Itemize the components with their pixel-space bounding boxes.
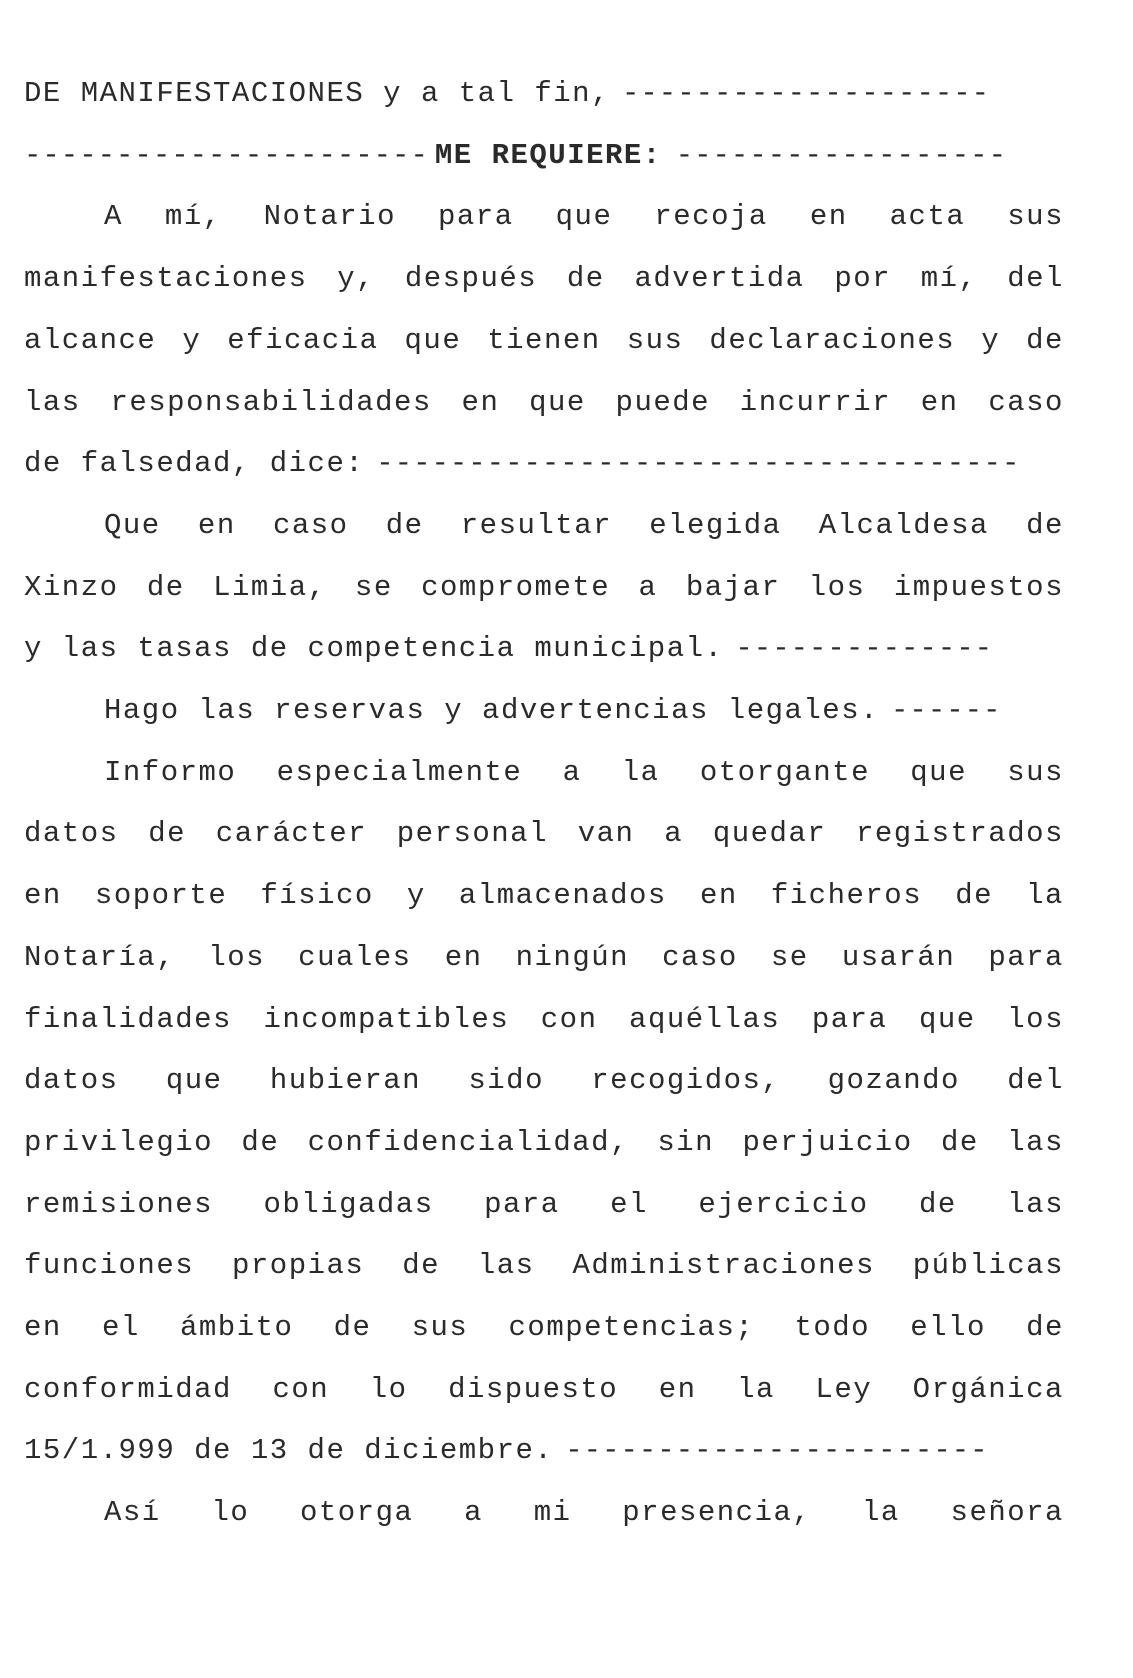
word: que — [910, 755, 967, 789]
word: y — [981, 323, 1001, 357]
dash-fill: -------------- — [735, 632, 994, 666]
word: quedar — [712, 817, 827, 851]
word: Informo — [104, 755, 237, 789]
word: la — [862, 1496, 900, 1530]
document-line — [24, 1187, 1064, 1223]
word: sus — [1007, 755, 1064, 789]
word: a — [562, 755, 582, 789]
document-line — [24, 1310, 1064, 1346]
word: en — [809, 200, 848, 234]
word: que — [529, 385, 586, 419]
word: a — [638, 570, 658, 604]
document-line — [24, 385, 1064, 421]
word: perjuicio — [742, 1125, 913, 1159]
word: soporte — [94, 879, 228, 913]
dash-fill: ------ — [891, 694, 1002, 727]
word: caso — [662, 940, 738, 974]
word: sus — [411, 1311, 469, 1344]
word: almacenados — [458, 879, 667, 913]
word: usarán — [841, 940, 956, 974]
word: después — [404, 262, 538, 296]
word: de — [402, 1249, 440, 1283]
word: el — [610, 1187, 648, 1221]
word: que — [165, 1064, 223, 1098]
word: sus — [1007, 200, 1064, 234]
word: A — [104, 200, 123, 234]
word: ningún — [515, 940, 630, 974]
word: para — [438, 200, 514, 234]
word: en — [920, 385, 959, 419]
document-line — [24, 261, 1064, 297]
document-line — [24, 878, 1064, 914]
word: aquéllas — [629, 1002, 781, 1036]
word: de — [919, 1187, 957, 1221]
word: de — [241, 1125, 280, 1159]
line-text: DE MANIFESTACIONES y a tal fin, — [24, 77, 610, 110]
word: en — [699, 879, 738, 913]
word: compromete — [421, 570, 611, 604]
word: competencias; — [508, 1311, 755, 1344]
word: funciones — [24, 1249, 195, 1283]
dash-fill: ----------------------- — [565, 1434, 989, 1468]
word: todo — [794, 1311, 871, 1344]
word: se — [770, 940, 809, 974]
word: de — [148, 817, 187, 851]
document-line — [24, 693, 1064, 729]
document-line — [24, 76, 1064, 112]
word: en — [24, 879, 62, 913]
line-text: 15/1.999 de 13 de diciembre. — [24, 1434, 554, 1468]
word: de — [146, 570, 185, 604]
word: especialmente — [276, 755, 523, 789]
word: con — [540, 1002, 598, 1036]
word: registrados — [855, 817, 1064, 851]
word: bajar — [685, 570, 781, 604]
word: remisiones — [24, 1187, 214, 1221]
word: de — [941, 1125, 979, 1159]
word: gozando — [827, 1064, 960, 1098]
document-line — [24, 446, 1064, 482]
word: de — [333, 1311, 372, 1344]
word: obligadas — [263, 1187, 434, 1221]
word: de — [385, 508, 424, 542]
word: sus — [626, 323, 684, 357]
word: mi — [533, 1496, 572, 1530]
word: propias — [232, 1249, 365, 1283]
word: Así — [104, 1496, 161, 1530]
dash-fill: ------------------ — [675, 138, 1007, 172]
word: ello — [910, 1311, 986, 1344]
word: Administraciones — [572, 1249, 875, 1283]
word: en — [444, 940, 483, 974]
document-line — [24, 1063, 1064, 1099]
word: y — [406, 879, 426, 913]
word: advertida — [634, 262, 805, 296]
word: y — [182, 323, 202, 357]
word: datos — [24, 817, 119, 851]
word: sin — [657, 1125, 715, 1159]
word: tienen — [487, 323, 601, 357]
word: los — [208, 940, 266, 974]
word: las — [477, 1249, 535, 1283]
word: Ley — [815, 1372, 873, 1406]
word: otorgante — [699, 755, 870, 789]
word: de — [1026, 508, 1064, 542]
word: Notario — [263, 200, 396, 234]
line-text: y las tasas de competencia municipal. — [24, 632, 724, 666]
word: los — [1007, 1002, 1064, 1036]
document-line — [24, 1433, 1064, 1469]
document-line — [24, 755, 1064, 791]
word: incurrir — [739, 385, 892, 419]
word: privilegio — [24, 1125, 214, 1159]
word: conformidad — [24, 1372, 232, 1406]
word: lo — [211, 1496, 250, 1530]
word: en — [461, 385, 500, 419]
word: eficacia — [227, 323, 379, 357]
document-line — [24, 816, 1064, 852]
word: Orgánica — [912, 1372, 1064, 1406]
document-line — [24, 138, 1064, 174]
word: presencia, — [622, 1496, 812, 1530]
dash-fill: ----------------------------------- — [376, 447, 1021, 481]
word: finalidades — [24, 1002, 232, 1036]
word: para — [811, 1002, 888, 1036]
word: que — [919, 1002, 976, 1036]
word: cuales — [298, 940, 412, 974]
word: alcance — [24, 323, 157, 357]
word: impuestos — [893, 570, 1064, 604]
word: hubieran — [269, 1064, 422, 1098]
word: las — [1007, 1187, 1064, 1221]
word: caso — [272, 508, 349, 542]
word: que — [404, 323, 462, 357]
word: que — [555, 200, 613, 234]
word: recoja — [654, 200, 768, 234]
word: confidencialidad, — [307, 1125, 629, 1159]
word: dispuesto — [448, 1372, 619, 1406]
word: la — [737, 1372, 775, 1406]
word: de — [955, 879, 994, 913]
word: el — [102, 1311, 140, 1344]
word: sido — [468, 1064, 544, 1098]
document-line — [24, 1002, 1064, 1038]
word: los — [808, 570, 866, 604]
word: Alcaldesa — [818, 508, 989, 542]
word: de — [1026, 1311, 1064, 1344]
word: incompatibles — [263, 1002, 510, 1036]
word: elegida — [649, 508, 782, 542]
document-line — [24, 199, 1064, 235]
dash-fill: -------------------- — [622, 77, 991, 110]
word: públicas — [912, 1249, 1064, 1283]
word: Limia, — [213, 570, 327, 604]
word: resultar — [460, 508, 613, 542]
word: acta — [889, 200, 966, 234]
document-line — [24, 940, 1064, 976]
word: recogidos, — [591, 1064, 781, 1098]
word: Xinzo — [24, 570, 119, 604]
word: mí, — [920, 262, 978, 296]
word: para — [988, 940, 1064, 974]
word: ámbito — [180, 1311, 294, 1344]
word: datos — [24, 1064, 119, 1098]
word: manifestaciones — [24, 262, 308, 296]
word: otorga — [299, 1496, 414, 1530]
word: físico — [260, 879, 374, 913]
line-text: Hago las reservas y advertencias legales. — [104, 694, 880, 727]
word: puede — [615, 385, 711, 419]
word: la — [621, 755, 660, 789]
word: de — [1026, 323, 1064, 357]
word: del — [1007, 1064, 1064, 1098]
document-line — [24, 570, 1064, 606]
word: en — [24, 1311, 62, 1344]
word: las — [1007, 1125, 1064, 1159]
document-line — [24, 1125, 1064, 1161]
dash-fill: ---------------------- — [24, 138, 429, 172]
word: responsabilidades — [110, 385, 432, 419]
word: señora — [950, 1496, 1064, 1530]
word: se — [354, 570, 393, 604]
document-line — [24, 323, 1064, 359]
word: ficheros — [770, 879, 923, 913]
line-text: de falsedad, dice: — [24, 447, 365, 481]
word: las — [24, 385, 81, 419]
word: para — [484, 1187, 560, 1221]
word: declaraciones — [709, 323, 956, 357]
word: en — [197, 508, 236, 542]
word: Notaría, — [24, 940, 176, 974]
word: a — [664, 817, 684, 851]
document-line — [24, 508, 1064, 544]
word: lo — [369, 1372, 408, 1406]
document-line — [24, 1495, 1064, 1531]
word: a — [464, 1496, 484, 1530]
word: mí, — [164, 200, 222, 234]
word: en — [658, 1372, 697, 1406]
word: y, — [337, 262, 376, 296]
document-line — [24, 1248, 1064, 1284]
document-line — [24, 631, 1064, 667]
word: la — [1026, 879, 1064, 913]
word: ejercicio — [698, 1187, 869, 1221]
word: Que — [104, 508, 161, 542]
document-line — [24, 1372, 1064, 1408]
word: por — [834, 262, 892, 296]
word: personal — [396, 817, 548, 851]
word: van — [577, 817, 635, 851]
word: caso — [988, 385, 1064, 419]
word: con — [272, 1372, 330, 1406]
word: carácter — [215, 817, 368, 851]
heading-me-requiere: ME REQUIERE: — [434, 138, 662, 172]
word: de — [566, 262, 605, 296]
word: del — [1007, 262, 1064, 296]
